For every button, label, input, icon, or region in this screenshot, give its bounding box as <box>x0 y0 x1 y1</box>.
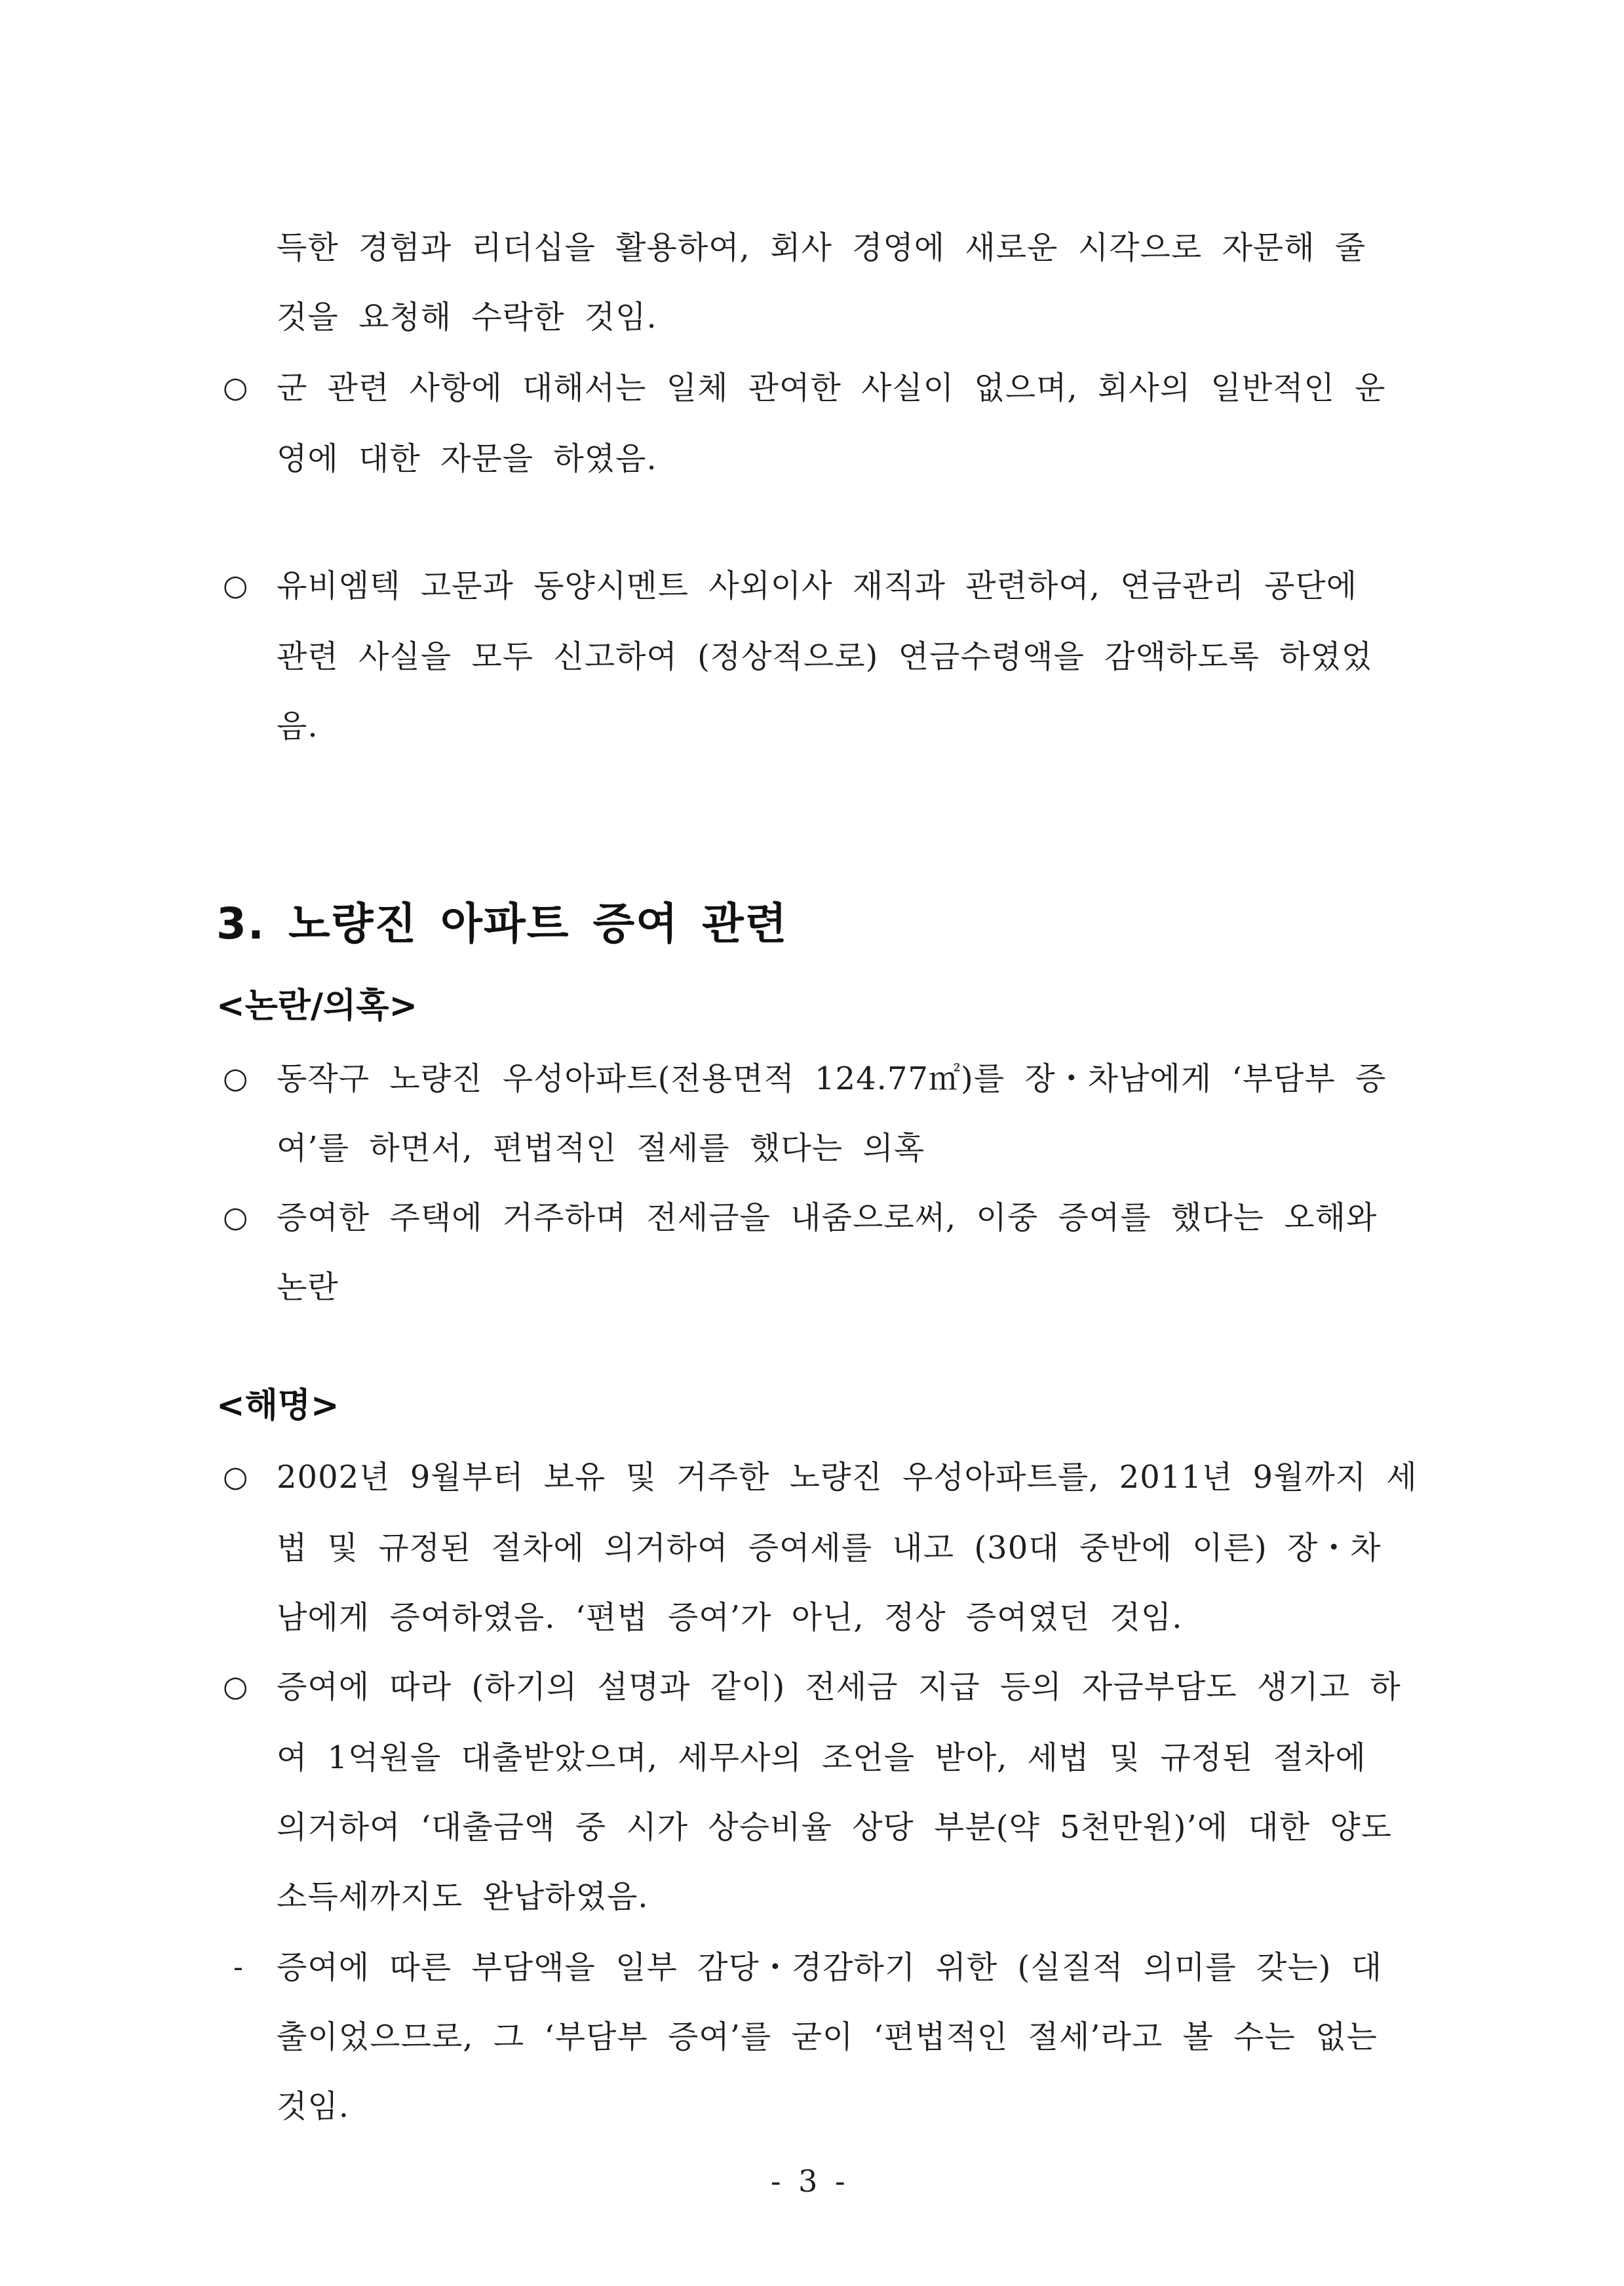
bullet-circle: ○ <box>223 371 248 404</box>
bullet-circle: ○ <box>223 1201 248 1234</box>
explanation-2-line-2: 여 1억원을 대출받았으며, 세무사의 조언을 받아, 세법 및 규정된 절차에 <box>277 1739 1366 1776</box>
section-title: 3. 노량진 아파트 증여 관련 <box>216 899 788 949</box>
controversy-2-line-2: 논란 <box>277 1269 339 1306</box>
dash-line-1: 증여에 따른 부담액을 일부 감당・경감하기 위한 (실질적 의미를 갖는) 대 <box>277 1949 1383 1986</box>
explanation-1-line-2: 법 및 규정된 절차에 의거하여 증여세를 내고 (30대 중반에 이른) 장・차 <box>277 1530 1382 1566</box>
explanation-2-line-3: 의거하여 ‘대출금액 중 시가 상승비율 상당 부분(약 5천만원)’에 대한 양도 <box>277 1809 1393 1846</box>
dash-line-3: 것임. <box>277 2088 349 2125</box>
bullet-circle: ○ <box>223 1062 248 1095</box>
dash-bullet: - <box>233 1950 243 1984</box>
intro-line-1: 득한 경험과 리더십을 활용하여, 회사 경영에 새로운 시각으로 자문해 줄 <box>277 229 1366 266</box>
pension-line-1: 유비엠텍 고문과 동양시멘트 사외이사 재직과 관련하여, 연금관리 공단에 <box>277 568 1358 604</box>
explanation-2-line-1: 증여에 따라 (하기의 설명과 같이) 전세금 지급 등의 자금부담도 생기고 하 <box>277 1669 1401 1705</box>
bullet-circle: ○ <box>223 569 248 602</box>
controversy-2-line-1: 증여한 주택에 거주하며 전세금을 내줌으로써, 이중 증여를 했다는 오해와 <box>277 1199 1378 1236</box>
bullet-circle: ○ <box>223 1460 248 1494</box>
explanation-1-line-1: 2002년 9월부터 보유 및 거주한 노량진 우성아파트를, 2011년 9월까지 세 <box>277 1459 1418 1496</box>
army-line-2: 영에 대한 자문을 하였음. <box>277 440 657 477</box>
controversy-1-line-1: 동작구 노량진 우성아파트(전용면적 124.77㎡)를 장・차남에게 ‘부담부 증 <box>277 1060 1387 1097</box>
explanation-2-line-4: 소득세까지도 완납하였음. <box>277 1878 649 1915</box>
page-number: - 3 - <box>771 2163 849 2199</box>
intro-line-2: 것을 요청해 수락한 것임. <box>277 299 657 336</box>
explanation-label: <해명> <box>216 1386 339 1425</box>
dash-line-2: 출이었으므로, 그 ‘부담부 증여’를 굳이 ‘편법적인 절세’라고 볼 수는 없는 <box>277 2019 1378 2055</box>
pension-line-3: 음. <box>277 708 319 745</box>
pension-line-2: 관련 사실을 모두 신고하여 (정상적으로) 연금수령액을 감액하도록 하였었 <box>277 638 1373 675</box>
army-line-1: 군 관련 사항에 대해서는 일체 관여한 사실이 없으며, 회사의 일반적인 운 <box>277 370 1386 406</box>
bullet-circle: ○ <box>223 1670 248 1703</box>
controversy-label: <논란/의혹> <box>216 986 418 1026</box>
controversy-1-line-2: 여’를 하면서, 편법적인 절세를 했다는 의혹 <box>277 1130 925 1167</box>
explanation-1-line-3: 남에게 증여하였음. ‘편법 증여’가 아닌, 정상 증여였던 것임. <box>277 1599 1183 1636</box>
